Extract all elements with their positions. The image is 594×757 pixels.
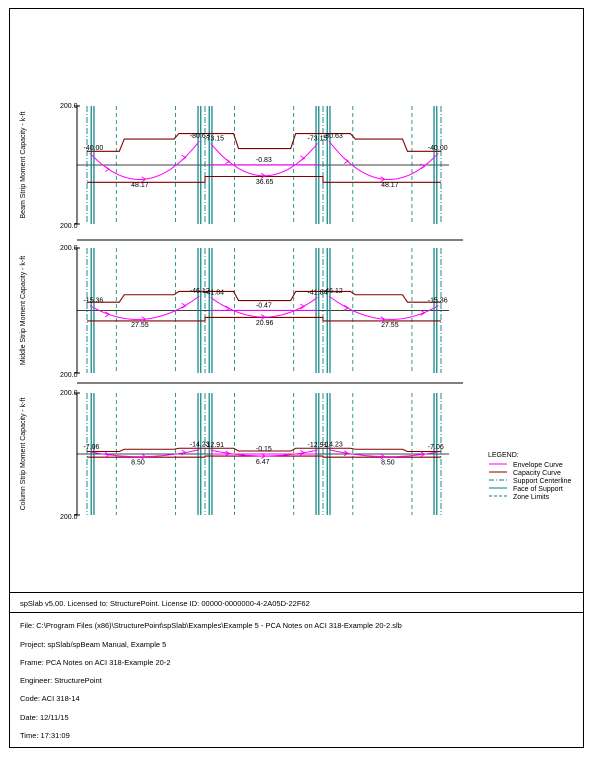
data-label: -80.63 <box>322 133 343 141</box>
envelope-arrow <box>226 159 230 164</box>
data-label: -73.15 <box>307 135 328 143</box>
data-label: 27.55 <box>131 322 149 330</box>
data-label: -0.15 <box>255 445 272 453</box>
data-label: -0.83 <box>255 156 272 164</box>
legend-item-1: Envelope Curve <box>513 462 563 469</box>
data-label: -0.47 <box>255 302 272 310</box>
data-label: -14.23 <box>322 441 343 449</box>
data-label: -40.00 <box>83 145 104 153</box>
engineer-text: Engineer: StructurePoint <box>20 676 102 685</box>
data-label: -15.36 <box>83 297 104 305</box>
license-separator-top <box>9 592 584 593</box>
data-label: -41.84 <box>204 289 225 297</box>
y-axis-label: Middle Strip Moment Capacity - k-ft <box>20 255 27 366</box>
legend-item-2: Capacity Curve <box>513 470 561 477</box>
y-axis-label: Beam Strip Moment Capacity - k-ft <box>20 111 27 219</box>
frame-text: Frame: PCA Notes on ACI 318-Example 20-2 <box>20 658 171 667</box>
data-label: -46.12 <box>322 288 343 296</box>
license-separator-bottom <box>9 612 584 613</box>
data-label: -15.36 <box>427 297 448 305</box>
data-label: -41.84 <box>307 289 328 297</box>
legend <box>488 452 571 501</box>
data-label: -7.06 <box>83 443 100 451</box>
date-text: Date: 12/11/15 <box>20 713 69 722</box>
chart-panel-3 <box>20 390 449 521</box>
y-axis-label: Column Strip Moment Capacity - k-ft <box>20 397 27 511</box>
legend-item-5: Zone Limits <box>513 494 550 501</box>
data-label: 20.96 <box>255 320 274 328</box>
chart-panel-1 <box>20 103 463 240</box>
y-tick-label-top: 200.0 <box>60 245 78 252</box>
chart-panel-2 <box>20 245 463 383</box>
capacity-curve-negative <box>87 291 441 302</box>
data-label: 27.55 <box>381 322 399 330</box>
envelope-curve-span-1 <box>90 141 199 179</box>
envelope-arrow <box>344 158 348 163</box>
envelope-curve-span-3 <box>329 296 438 319</box>
y-tick-label-top: 200.0 <box>60 103 78 110</box>
data-label: -80.63 <box>189 133 210 141</box>
y-tick-label-bottom: 200.0 <box>60 223 78 230</box>
capacity-curve-negative <box>87 134 441 152</box>
data-label: -73.15 <box>204 135 225 143</box>
license-text: spSlab v5.00. Licensed to: StructurePoint. License ID: 00000-0000000-4-2A05D-22F62 <box>20 599 310 608</box>
y-tick-label-bottom: 200.0 <box>60 372 78 379</box>
data-label: -12.91 <box>204 442 225 450</box>
code-text: Code: ACI 318-14 <box>20 694 80 703</box>
data-label: 8.50 <box>131 459 145 467</box>
data-label: 48.17 <box>131 182 149 190</box>
legend-item-3: Support Centerline <box>513 478 572 485</box>
envelope-arrow <box>300 156 304 161</box>
data-label: 48.17 <box>381 182 399 190</box>
data-label: 36.65 <box>255 178 274 186</box>
data-label: -12.91 <box>307 442 328 450</box>
data-label: -14.23 <box>189 441 210 449</box>
data-label: -46.12 <box>189 288 210 296</box>
data-label: -7.06 <box>427 443 444 451</box>
envelope-curve-span-3 <box>329 141 438 179</box>
time-text: Time: 17:31:09 <box>20 731 70 740</box>
y-tick-label-bottom: 200.0 <box>60 514 78 521</box>
data-label: 6.47 <box>255 458 270 466</box>
legend-title: LEGEND: <box>488 452 519 459</box>
data-label: -40.00 <box>427 145 448 153</box>
envelope-arrow <box>105 166 109 171</box>
envelope-arrow <box>182 155 186 160</box>
project-text: Project: spSlab/spBeam Manual, Example 5 <box>20 640 167 649</box>
y-tick-label-top: 200.0 <box>60 390 78 397</box>
file-path-text: File: C:\Program Files (x86)\StructurePoint\spSlab\Examples\Example 5 - PCA Notes on ACI 318-Example 20-2.slb <box>20 621 402 630</box>
legend-item-4: Face of Support <box>513 486 563 493</box>
data-label: 8.50 <box>381 459 395 467</box>
